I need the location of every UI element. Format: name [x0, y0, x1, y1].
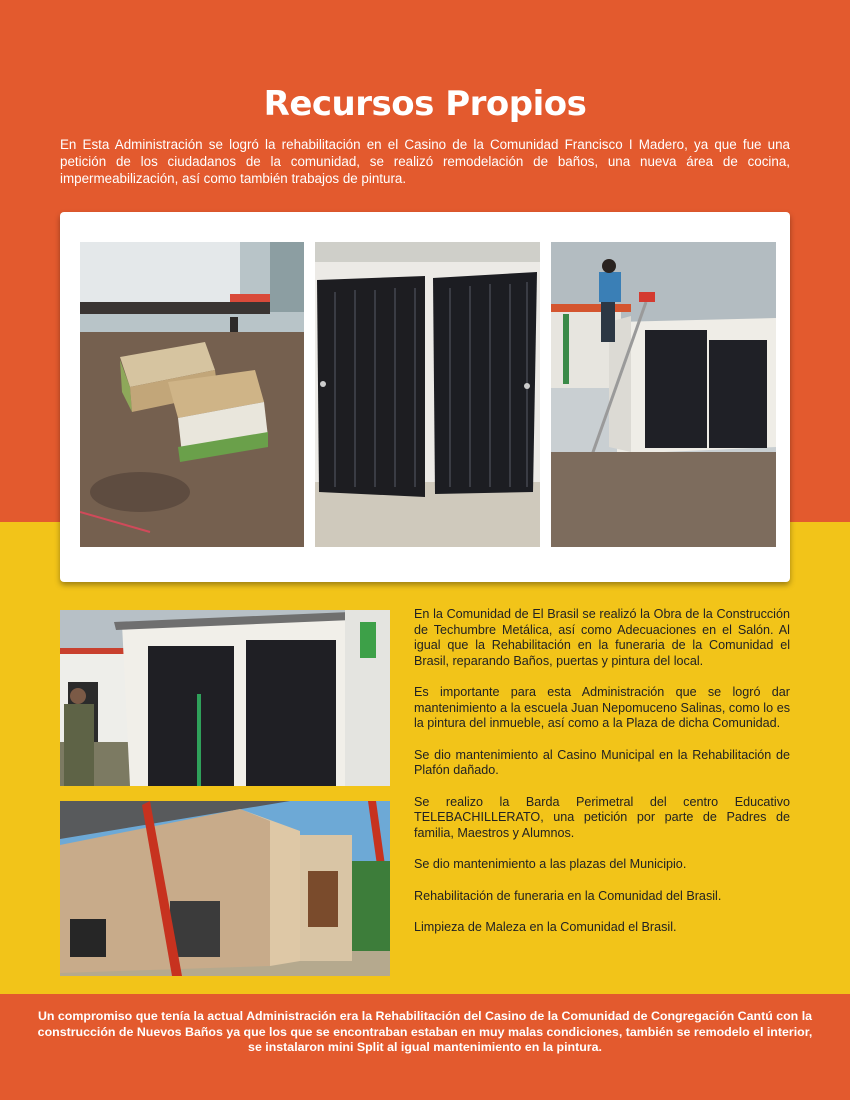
activity-paragraph: Se realizo la Barda Perimetral del centro Educativo TELEBACHILLERATO, una petición por parte de Padres de familia, Maestros y Alumnos.	[414, 794, 790, 840]
activities-column	[414, 607, 790, 952]
intro-paragraph: En Esta Administración se logró la rehabilitación en el Casino de la Comunidad Francisco I Madero, ya que fue una petición de los ciudadanos de la comunidad, se realizó remodelación de baños, una nueva área de cocina, impermeabilización, así como también trabajos de pintura.	[60, 137, 790, 186]
activity-paragraph: Es importante para esta Administración que se logró dar mantenimiento a la escuela Juan Nepomuceno Salinas, como lo es la pintura del inmueble, así como a la Plaza de dicha Comunidad.	[414, 685, 790, 730]
photo-black-doors	[315, 242, 540, 547]
activity-paragraph: Se dio mantenimiento a las plazas del Municipio.	[414, 857, 687, 871]
photo-renovated-restroom	[60, 610, 390, 786]
photo-card	[60, 212, 790, 582]
activity-paragraph: Rehabilitación de funeraria en la Comunidad del Brasil.	[414, 888, 722, 903]
photo-boxes-on-ground	[80, 242, 304, 547]
photo-building-with-red-columns	[60, 801, 390, 976]
photo-bathroom-building	[551, 242, 776, 547]
activity-paragraph: En la Comunidad de El Brasil se realizó la Obra de la Construcción de Techumbre Metálica, así como Adecuaciones en el Salón. Al igual que la Rehabilitación en la funeraria de la Comunidad el Brasil, reparando Baños, puertas y pintura del local.	[414, 607, 790, 668]
activity-paragraph: Se dio mantenimiento al Casino Municipal en la Rehabilitación de Plafón dañado.	[414, 747, 790, 777]
footer-text: Un compromiso que tenía la actual Administración era la Rehabilitación del Casino de la Comunidad de Congregación Cantú con la construcción de Nuevos Baños ya que los que se encontraban estaban en muy malas condiciones, también se remodelo el interior, se instalaron mini Split al igual mantenimiento en la pintura.	[37, 1009, 813, 1055]
activity-paragraph: Limpieza de Maleza en la Comunidad el Brasil.	[414, 920, 677, 934]
page-title: Recursos Propios	[263, 84, 587, 124]
